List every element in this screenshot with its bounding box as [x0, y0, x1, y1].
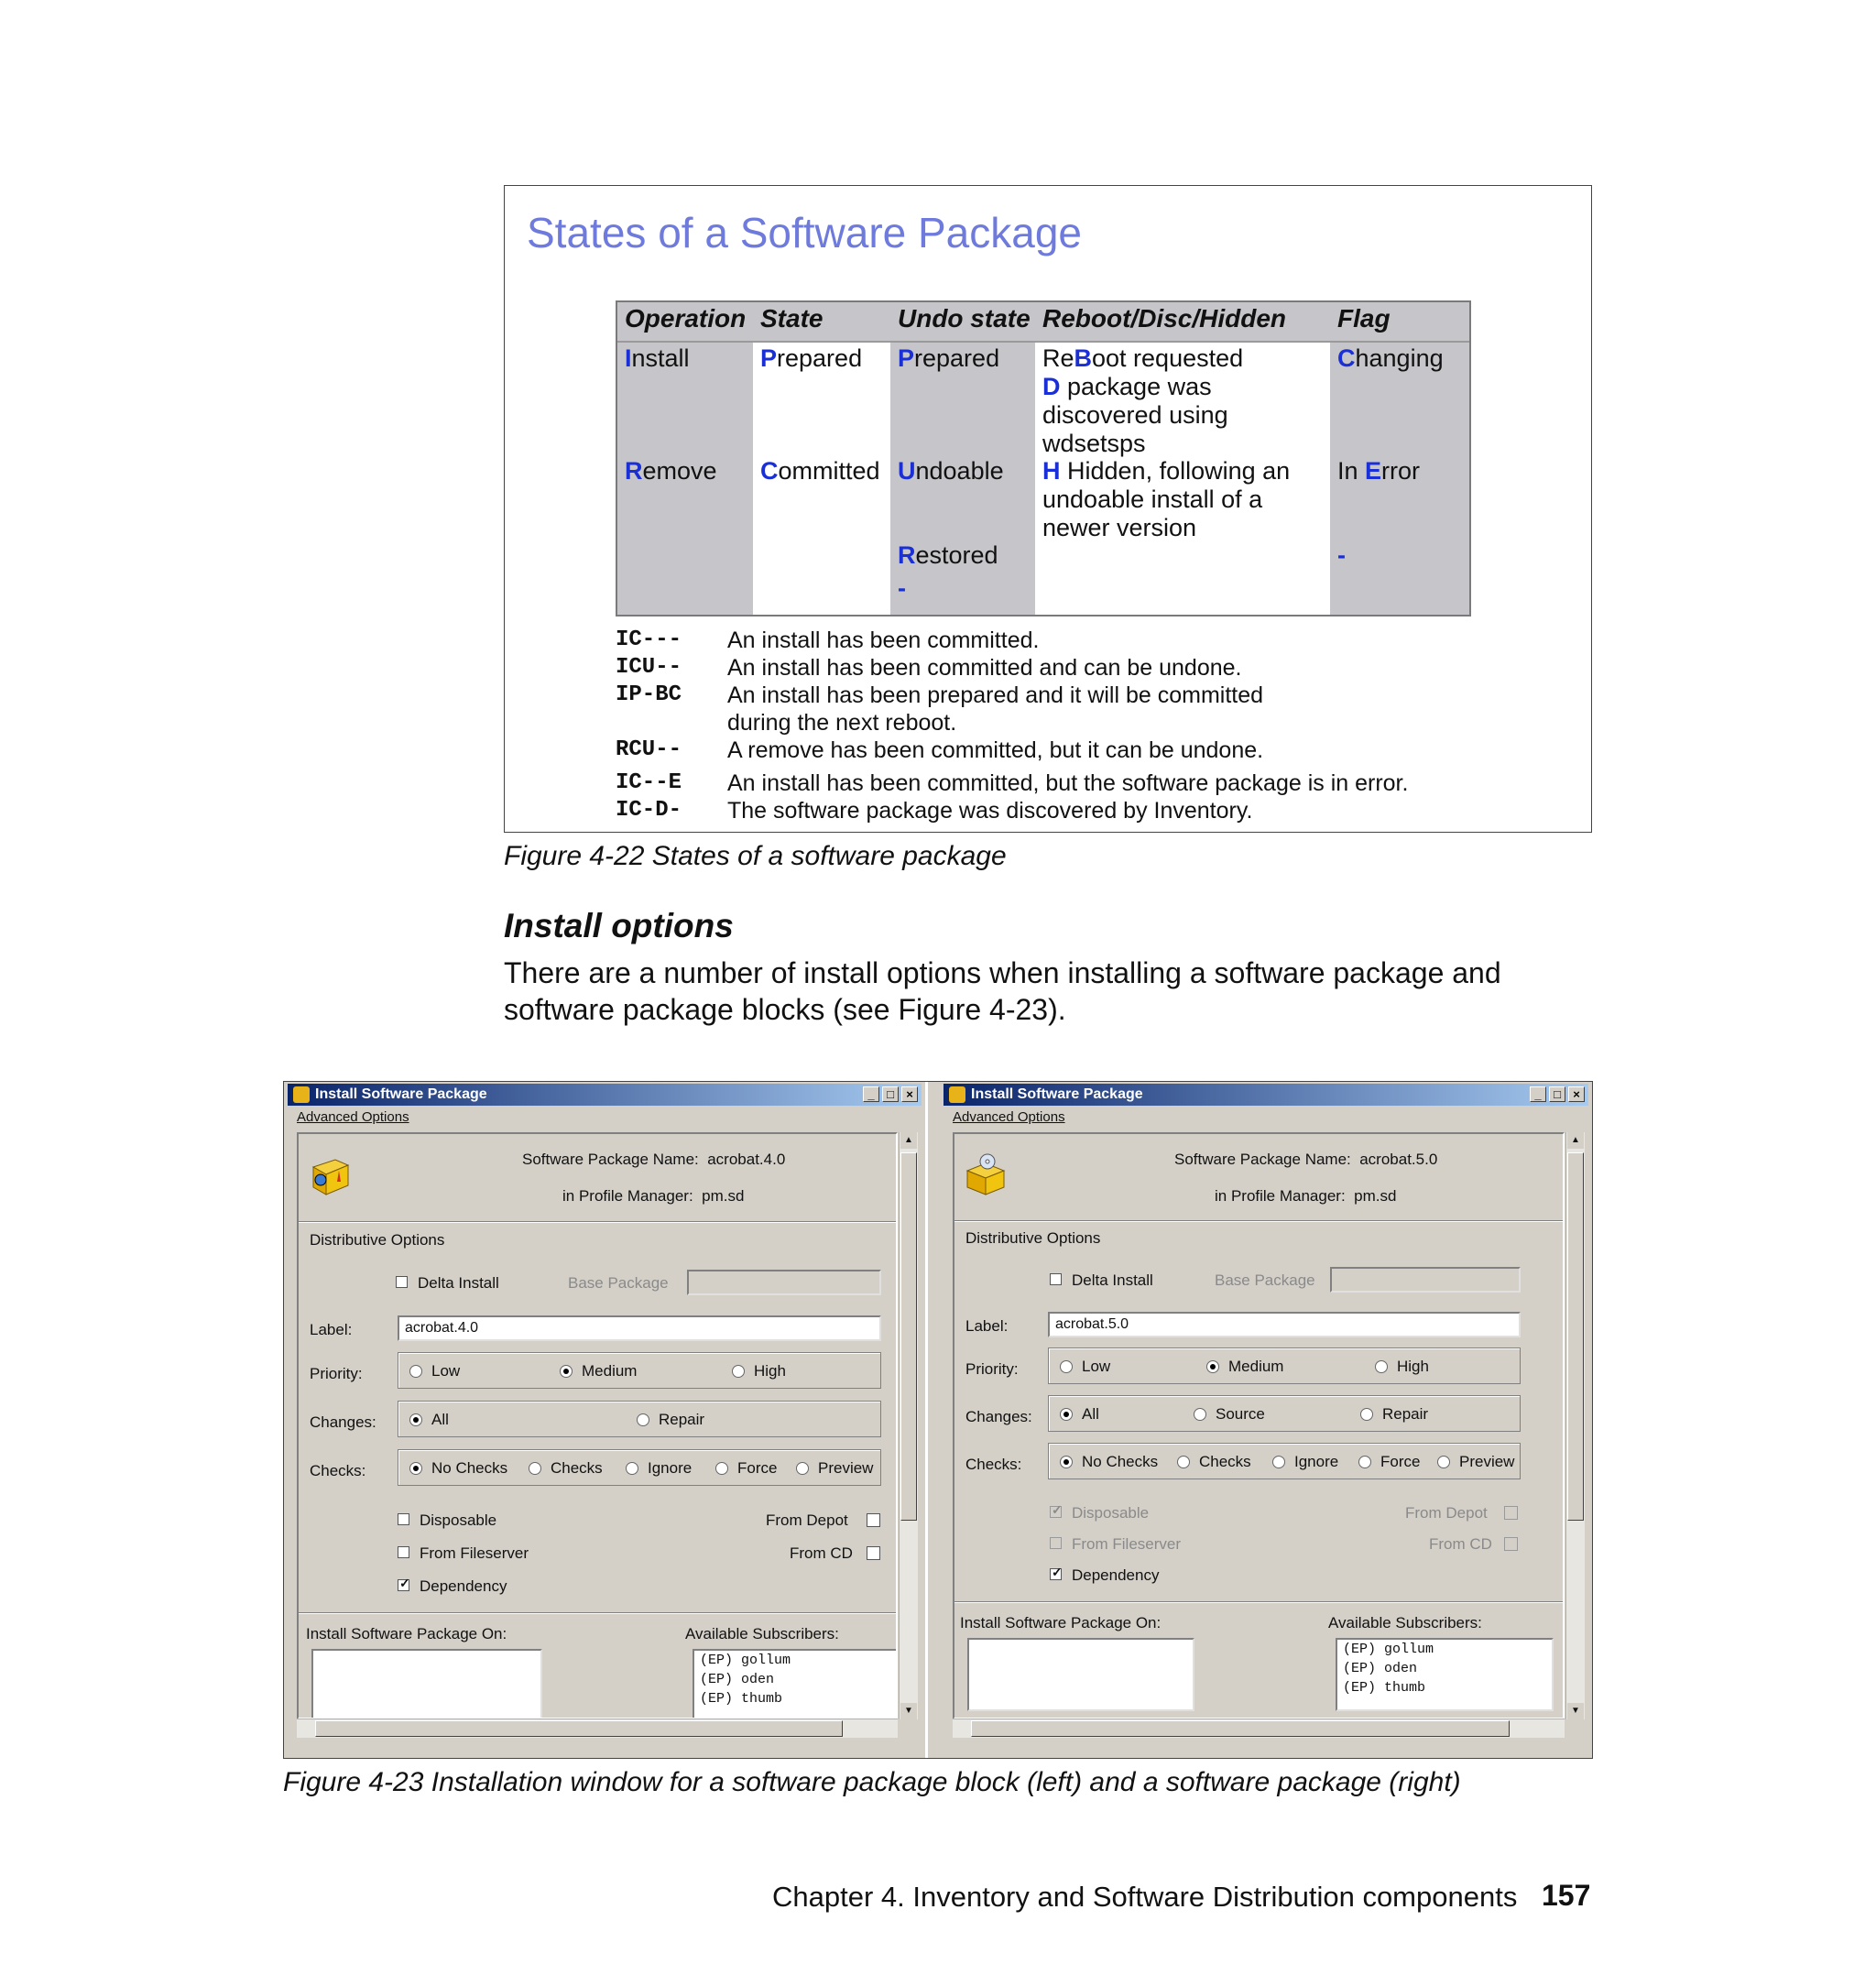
window-titlebar: [943, 1084, 1588, 1106]
flag-changing: Changing: [1337, 344, 1444, 372]
changes-label: Changes:: [965, 1408, 1032, 1425]
footer-chapter: Chapter 4. Inventory and Software Distribution components: [772, 1881, 1518, 1913]
from-cd-label: From CD: [1429, 1535, 1492, 1553]
available-subscribers-list[interactable]: [693, 1649, 898, 1719]
scroll-thumb[interactable]: [315, 1720, 843, 1737]
page-number: 157: [1542, 1879, 1591, 1912]
priority-low-radio[interactable]: Low: [1060, 1358, 1110, 1376]
changes-group: [1048, 1395, 1521, 1432]
available-subscribers-list[interactable]: [1336, 1638, 1554, 1711]
minimize-icon[interactable]: _: [1530, 1086, 1546, 1102]
scroll-thumb[interactable]: [971, 1720, 1510, 1737]
figure-4-23: [283, 1081, 1593, 1759]
checks-group: [1048, 1443, 1521, 1479]
scroll-up-icon[interactable]: ▲: [1567, 1132, 1584, 1149]
priority-label: Priority:: [965, 1360, 1019, 1378]
close-icon[interactable]: ×: [901, 1086, 918, 1102]
install-on-label: Install Software Package On:: [960, 1614, 1162, 1631]
distributive-options-label: Distributive Options: [965, 1229, 1101, 1247]
list-item[interactable]: (EP) oden: [1343, 1661, 1418, 1676]
changes-label: Changes:: [310, 1413, 376, 1431]
checks-label: Checks:: [965, 1456, 1022, 1473]
base-package-label: Base Package: [1215, 1271, 1315, 1289]
app-icon: [293, 1086, 310, 1103]
list-item[interactable]: (EP) oden: [700, 1672, 775, 1687]
from-cd-checkbox[interactable]: [867, 1546, 880, 1560]
from-fileserver-checkbox[interactable]: From Fileserver: [1050, 1535, 1181, 1554]
from-depot-checkbox[interactable]: [1504, 1506, 1518, 1520]
install-on-list[interactable]: [311, 1649, 542, 1719]
checks-nochecks-radio[interactable]: No Checks: [1060, 1453, 1158, 1471]
base-package-field[interactable]: [687, 1270, 881, 1295]
flag-none: -: [1337, 541, 1346, 569]
priority-high-radio[interactable]: High: [732, 1362, 786, 1380]
scroll-thumb[interactable]: [900, 1152, 917, 1521]
priority-low-radio[interactable]: Low: [409, 1362, 460, 1380]
undo-header: Undo state: [890, 302, 1035, 343]
package-name-row: Software Package Name: acrobat.4.0: [522, 1151, 786, 1168]
undo-restored: Restored: [898, 541, 998, 569]
software-package-icon: [964, 1152, 1008, 1196]
checks-nochecks-radio[interactable]: No Checks: [409, 1459, 507, 1478]
horizontal-scrollbar[interactable]: [953, 1719, 1565, 1738]
checks-checks-radio[interactable]: Checks: [1177, 1453, 1251, 1471]
figure-4-23-caption: Figure 4-23 Installation window for a software package block (left) and a software package (right): [283, 1767, 1461, 1797]
section-heading: Install options: [504, 907, 734, 944]
state-prepared: Prepared: [760, 344, 863, 372]
label-field[interactable]: acrobat.5.0: [1048, 1312, 1521, 1337]
options-panel: [953, 1132, 1565, 1719]
undo-column: [890, 302, 1035, 615]
available-subscribers-label: Available Subscribers:: [685, 1625, 839, 1642]
reboot-column: [1035, 302, 1330, 615]
scroll-up-icon[interactable]: ▲: [900, 1132, 917, 1149]
priority-group: [398, 1352, 881, 1389]
package-name-value: acrobat.4.0: [707, 1151, 786, 1168]
changes-all-radio[interactable]: All: [1060, 1405, 1099, 1424]
from-depot-label: From Depot: [766, 1511, 848, 1529]
list-item[interactable]: (EP) gollum: [1343, 1642, 1434, 1657]
checks-preview-radio[interactable]: Preview: [1437, 1453, 1514, 1471]
priority-label: Priority:: [310, 1365, 363, 1382]
state-header: State: [753, 302, 890, 343]
base-package-field[interactable]: [1330, 1267, 1521, 1293]
close-icon[interactable]: ×: [1568, 1086, 1585, 1102]
checks-group: [398, 1449, 881, 1486]
list-item[interactable]: (EP) thumb: [1343, 1680, 1426, 1696]
figure-4-22-caption: Figure 4-22 States of a software package: [504, 841, 1007, 871]
list-item[interactable]: (EP) thumb: [700, 1691, 783, 1707]
maximize-icon[interactable]: □: [882, 1086, 899, 1102]
figure-4-22: States of a Software Package Operation Install Remove State Prepared Committed Undo state Prepared Undoable Restored - Reboot/Disc/Hidden ReBoot requested D package was discovered using wdsetsps H Hidden, following an undoable install of a newer version Flag Changing In Error - IC--- An install has been committed. ICU-- An install has been committed and can be undone. IP-BC An install has been prepared and it will be committed during the next reboot. RCU-- A remove has been committed, but it can be undone. IC--E An install has been committed, but the software package is in error. IC-D- The software package was discovered by Inventory.: [504, 185, 1592, 833]
flag-column: [1330, 302, 1469, 615]
from-cd-checkbox[interactable]: [1504, 1537, 1518, 1551]
state-column: [753, 302, 890, 615]
install-on-list[interactable]: [967, 1638, 1194, 1711]
install-on-label: Install Software Package On:: [306, 1625, 507, 1642]
figure-title: States of a Software Package: [527, 209, 1083, 256]
app-icon: [949, 1086, 965, 1103]
body-paragraph: There are a number of install options when installing a software package and software package blocks (see Figure 4-23).: [504, 956, 1501, 1026]
minimize-icon[interactable]: _: [863, 1086, 879, 1102]
operation-header: Operation: [617, 302, 753, 343]
operation-column: [617, 302, 753, 615]
from-fileserver-checkbox[interactable]: From Fileserver: [398, 1544, 529, 1563]
divider: [299, 1612, 896, 1614]
changes-all-radio[interactable]: All: [409, 1411, 449, 1429]
list-item[interactable]: (EP) gollum: [700, 1653, 791, 1668]
install-window-right: [940, 1082, 1592, 1758]
available-subscribers-label: Available Subscribers:: [1328, 1614, 1482, 1631]
priority-high-radio[interactable]: High: [1375, 1358, 1429, 1376]
priority-medium-radio[interactable]: Medium: [1206, 1358, 1283, 1376]
checks-force-radio[interactable]: Force: [1358, 1453, 1420, 1471]
profile-manager-row: in Profile Manager: pm.sd: [562, 1187, 745, 1205]
states-table: [616, 300, 1471, 617]
dependency-checkbox[interactable]: Dependency ✓: [398, 1577, 507, 1596]
disposable-checkbox[interactable]: Disposable: [398, 1511, 496, 1530]
checks-preview-radio[interactable]: Preview: [796, 1459, 873, 1478]
checks-force-radio[interactable]: Force: [715, 1459, 777, 1478]
scroll-thumb[interactable]: [1567, 1152, 1584, 1521]
distributive-options-label: Distributive Options: [310, 1231, 445, 1249]
package-name-row: Software Package Name: acrobat.5.0: [1174, 1151, 1438, 1168]
options-panel: [297, 1132, 898, 1719]
checks-checks-radio[interactable]: Checks: [529, 1459, 603, 1478]
changes-repair-radio[interactable]: Repair: [637, 1411, 704, 1429]
disposable-checkbox[interactable]: Disposable ✓: [1050, 1504, 1149, 1522]
checks-ignore-radio[interactable]: Ignore: [626, 1459, 692, 1478]
reboot-hidden: H Hidden, following an undoable install of a newer version: [1042, 457, 1291, 541]
checks-label: Checks:: [310, 1462, 366, 1479]
changes-source-radio[interactable]: Source: [1194, 1405, 1265, 1424]
priority-group: [1048, 1348, 1521, 1384]
delta-install-checkbox[interactable]: Delta Install: [396, 1274, 499, 1293]
reboot-requested: ReBoot requested: [1042, 344, 1244, 372]
from-depot-checkbox[interactable]: [867, 1513, 880, 1527]
profile-manager-value: pm.sd: [702, 1187, 745, 1205]
checks-ignore-radio[interactable]: Ignore: [1272, 1453, 1338, 1471]
dependency-checkbox[interactable]: Dependency ✓: [1050, 1566, 1159, 1585]
scroll-down-icon[interactable]: ▼: [1567, 1703, 1584, 1719]
install-window-left: [284, 1082, 928, 1758]
undo-none: -: [898, 574, 906, 602]
package-block-icon: [308, 1154, 352, 1198]
flag-header: Flag: [1330, 302, 1469, 343]
from-cd-label: From CD: [790, 1544, 853, 1562]
divider: [299, 1221, 896, 1223]
undo-prepared: Prepared: [898, 344, 1000, 372]
maximize-icon[interactable]: □: [1549, 1086, 1565, 1102]
state-committed: Committed: [760, 457, 880, 485]
window-titlebar: [288, 1084, 922, 1106]
priority-medium-radio[interactable]: Medium: [560, 1362, 637, 1380]
undo-undoable: Undoable: [898, 457, 1004, 485]
reboot-discovered: D package was discovered using wdsetsps: [1042, 373, 1228, 457]
menu-advanced-options[interactable]: Advanced Options: [297, 1109, 409, 1125]
profile-manager-value: pm.sd: [1354, 1187, 1397, 1205]
operation-remove: Remove: [625, 457, 717, 485]
delta-install-checkbox[interactable]: Delta Install: [1050, 1271, 1153, 1290]
label-label: Label:: [310, 1321, 353, 1338]
changes-group: [398, 1401, 881, 1437]
divider: [954, 1601, 1563, 1603]
horizontal-scrollbar[interactable]: [297, 1719, 898, 1738]
package-name-value: acrobat.5.0: [1359, 1151, 1438, 1168]
reboot-header: Reboot/Disc/Hidden: [1035, 302, 1330, 343]
operation-install: Install: [625, 344, 690, 372]
scroll-down-icon[interactable]: ▼: [900, 1703, 917, 1719]
label-field[interactable]: acrobat.4.0: [398, 1315, 881, 1341]
window-title: Install Software Package: [971, 1086, 1143, 1102]
from-depot-label: From Depot: [1405, 1504, 1488, 1522]
changes-repair-radio[interactable]: Repair: [1360, 1405, 1428, 1424]
label-label: Label:: [965, 1317, 1009, 1335]
vertical-scrollbar[interactable]: [899, 1132, 918, 1719]
divider: [954, 1220, 1563, 1222]
window-title: Install Software Package: [315, 1086, 487, 1102]
profile-manager-row: in Profile Manager: pm.sd: [1215, 1187, 1397, 1205]
menu-advanced-options[interactable]: Advanced Options: [953, 1109, 1065, 1125]
flag-error: In Error: [1337, 457, 1421, 485]
vertical-scrollbar[interactable]: [1565, 1132, 1585, 1719]
base-package-label: Base Package: [568, 1274, 669, 1292]
